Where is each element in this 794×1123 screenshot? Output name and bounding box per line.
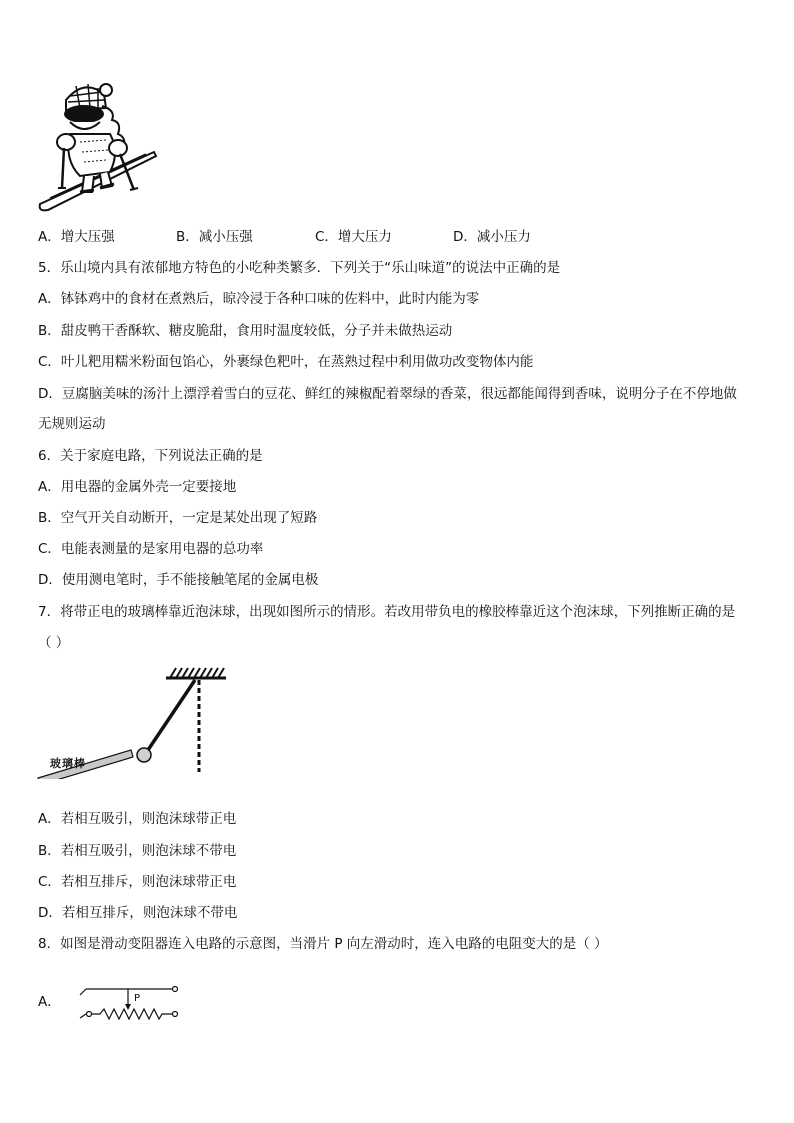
q5-stem: 5．乐山境内具有浓郁地方特色的小吃种类繁多．下列关于“乐山味道”的说法中正确的是 (38, 260, 561, 276)
q6-stem: 6．关于家庭电路，下列说法正确的是 (38, 448, 263, 464)
q6-option-a[interactable]: A．用电器的金属外壳一定要接地 (38, 479, 237, 495)
glass-rod-label: 玻璃棒 (50, 757, 86, 770)
q5-option-a[interactable]: A．钵钵鸡中的食材在煮熟后，晾冷浸于各种口味的佐料中，此时内能为零 (38, 291, 480, 307)
q4-option-c[interactable]: C．增大压力 (315, 229, 392, 245)
q4-option-a[interactable]: A．增大压强 (38, 229, 115, 245)
rheostat-diagram (76, 982, 182, 1022)
q4-option-d[interactable]: D．减小压力 (453, 229, 531, 245)
q5-option-d-continued: 无规则运动 (38, 416, 106, 432)
q4-option-b[interactable]: B．减小压强 (176, 229, 253, 245)
q5-option-c[interactable]: C．叶儿粑用糯米粉面包馅心，外裹绿色粑叶，在蒸熟过程中利用做功改变物体内能 (38, 354, 534, 370)
slider-p-label: P (134, 993, 141, 1004)
q7-option-a[interactable]: A．若相互吸引，则泡沫球带正电 (38, 811, 237, 827)
q8-option-a[interactable]: A． (38, 994, 61, 1010)
q7-stem-continued: （ ） (38, 635, 70, 651)
skier-illustration (36, 80, 160, 216)
q5-option-d[interactable]: D．豆腐脑美味的汤汁上漂浮着雪白的豆花、鲜红的辣椒配着翠绿的香菜，很远都能闻得到香味，说明分子在不停地做 (38, 386, 737, 402)
q7-stem: 7．将带正电的玻璃棒靠近泡沫球，出现如图所示的情形。若改用带负电的橡胶棒靠近这个泡沫球，下列推断正确的是 (38, 604, 736, 620)
q8-stem: 8．如图是滑动变阻器连入电路的示意图，当滑片 P 向左滑动时，连入电路的电阻变大的是（ ） (38, 936, 608, 952)
q7-option-d[interactable]: D．若相互排斥，则泡沫球不带电 (38, 905, 238, 921)
q7-option-c[interactable]: C．若相互排斥，则泡沫球带正电 (38, 874, 237, 890)
q6-option-c[interactable]: C．电能表测量的是家用电器的总功率 (38, 541, 264, 557)
q7-option-b[interactable]: B．若相互吸引，则泡沫球不带电 (38, 843, 237, 859)
q6-option-d[interactable]: D．使用测电笔时，手不能接触笔尾的金属电极 (38, 572, 319, 588)
q5-option-b[interactable]: B．甜皮鸭干香酥软、糖皮脆甜，食用时温度较低，分子并未做热运动 (38, 323, 453, 339)
q6-option-b[interactable]: B．空气开关自动断开，一定是某处出现了短路 (38, 510, 318, 526)
